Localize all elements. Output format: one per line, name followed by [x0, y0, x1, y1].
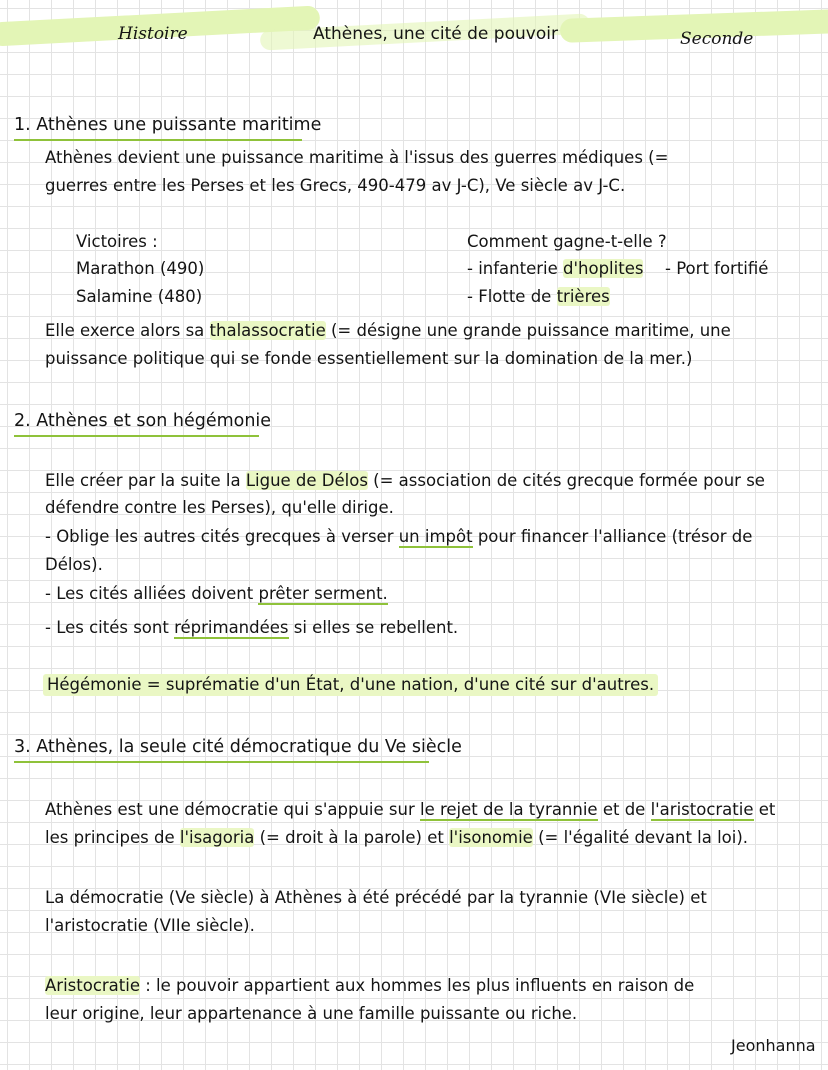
signature: Jeonhanna [731, 1036, 816, 1055]
section3-p3-line1 [45, 975, 694, 997]
header-subject: Histoire [118, 24, 188, 44]
hegemonie-definition: Hégémonie = suprématie d'un État, d'une nation, d'une cité sur d'autres. [43, 674, 658, 696]
impot-suffix: pour financer l'alliance (trésor de [472, 527, 753, 546]
reprimandees-suffix: si elles se rebellent. [288, 618, 459, 637]
reprimandees-underline: réprimandées [174, 618, 289, 637]
ligue-suffix: (= association de cités grecque formée pour se [367, 471, 765, 490]
hoplites-highlight: d'hoplites [563, 259, 644, 278]
p1l2-suffix: (= l'égalité devant la loi). [532, 828, 749, 847]
serment-prefix: - Les cités alliées doivent [45, 584, 259, 603]
section1-intro-line1: Athènes devient une puissance maritime à l'issus des guerres médiques (= [45, 148, 669, 167]
thalassocratie-line1 [45, 320, 731, 342]
section3-p2-line2: l'aristocratie (VIIe siècle). [45, 916, 255, 935]
section2-title-underline [14, 435, 259, 437]
tyrannie-underline: le rejet de la tyrannie [419, 800, 598, 819]
section2-line2: défendre contre les Perses), qu'elle dirige. [45, 498, 394, 517]
section2-line6 [45, 617, 458, 639]
how-fleet-prefix: - Flotte de [467, 287, 557, 306]
serment-underline: prêter serment. [258, 584, 388, 603]
thal-suffix: (= désigne une grande puissance maritime, une [325, 321, 731, 340]
victory-marathon: Marathon (490) [76, 259, 205, 278]
p3-suffix: : le pouvoir appartient aux hommes les plus influents en raison de [140, 976, 695, 995]
how-port: - Port fortifié [665, 259, 769, 278]
thalassocratie-line2: puissance politique qui se fonde essentiellement sur la domination de la mer.) [45, 349, 693, 368]
how-infantry [467, 258, 643, 280]
victories-label: Victoires : [76, 232, 158, 251]
section2-title: 2. Athènes et son hégémonie [14, 411, 272, 431]
reprimandees-prefix: - Les cités sont [45, 618, 175, 637]
section3-p3-line2: leur origine, leur appartenance à une famille puissante ou riche. [45, 1004, 578, 1023]
isonomie-highlight: l'isonomie [449, 828, 533, 847]
section3-p1-line1 [45, 799, 775, 821]
section3-title: 3. Athènes, la seule cité démocratique du Ve siècle [14, 737, 462, 757]
isagoria-highlight: l'isagoria [179, 828, 255, 847]
section2-line4: Délos). [45, 555, 103, 574]
section3-title-underline [14, 761, 429, 763]
ligue-delos-highlight: Ligue de Délos [245, 471, 368, 490]
p1-suffix: et [753, 800, 776, 819]
header-level: Seconde [680, 29, 754, 49]
aristocratie-underline: l'aristocratie [650, 800, 754, 819]
victory-salamine: Salamine (480) [76, 287, 203, 306]
trieres-highlight: trières [556, 287, 610, 306]
aristocratie-highlight: Aristocratie [45, 976, 140, 995]
impot-underline: un impôt [398, 527, 473, 546]
impot-prefix: - Oblige les autres cités grecques à verser [45, 527, 399, 546]
how-fleet [467, 286, 610, 308]
section3-p1-line2 [45, 827, 748, 849]
section1-intro-line2: guerres entre les Perses et les Grecs, 490-479 av J-C), Ve siècle av J-C. [45, 176, 626, 195]
p1l2-prefix: les principes de [45, 828, 180, 847]
thalassocratie-highlight: thalassocratie [209, 321, 326, 340]
section3-p2-line1: La démocratie (Ve siècle) à Athènes à été précédé par la tyrannie (VIe siècle) et [45, 888, 707, 907]
thal-prefix: Elle exerce alors sa [45, 321, 210, 340]
section1-title: 1. Athènes une puissante maritime [14, 115, 322, 135]
section1-title-underline [14, 139, 302, 141]
p1l2-mid: (= droit à la parole) et [254, 828, 450, 847]
p1-prefix: Athènes est une démocratie qui s'appuie sur [45, 800, 420, 819]
how-label: Comment gagne-t-elle ? [467, 232, 667, 251]
ligue-prefix: Elle créer par la suite la [45, 471, 246, 490]
how-infantry-prefix: - infanterie [467, 259, 564, 278]
section2-line1 [45, 470, 765, 492]
section2-line5 [45, 583, 388, 605]
p1-mid: et de [597, 800, 651, 819]
header-title: Athènes, une cité de pouvoir [313, 24, 558, 44]
section2-line3 [45, 526, 752, 548]
